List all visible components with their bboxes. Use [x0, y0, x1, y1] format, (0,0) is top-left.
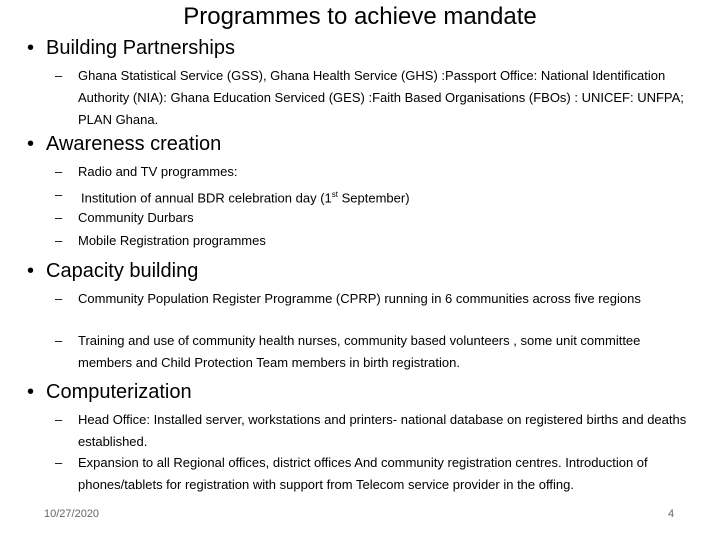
- list-item-text: Community Durbars: [78, 210, 194, 225]
- list-item-text: Ghana Statistical Service (GSS), Ghana Health Service (GHS) :Passport Office: National Identification Authority (NIA): Ghana Education Serviced (GES) :Faith Based Organisations (FBOs) : UNICEF: UNFPA; PLAN Ghana.: [78, 68, 684, 127]
- list-item-text-tail: September): [338, 190, 410, 206]
- dash-icon: –: [55, 412, 63, 427]
- dash-icon: –: [55, 68, 63, 83]
- dash-icon: –: [55, 333, 63, 348]
- section-heading: Building Partnerships: [46, 37, 235, 59]
- dash-icon: –: [55, 164, 63, 179]
- footer-date: 10/27/2020: [44, 508, 100, 520]
- bullet-icon: •: [27, 37, 35, 59]
- dash-icon: –: [55, 291, 63, 306]
- list-item-text: Community Population Register Programme (CPRP) running in 6 communities across five regions: [78, 291, 641, 306]
- list-item-text: Expansion to all Regional offices, district offices And community registration centres. Introduction of phones/tablets for registration with support from Telecom service provider in the offing.: [78, 455, 648, 492]
- list-item-text: Head Office: Installed server, workstations and printers- national database on registered births and deaths established.: [78, 412, 687, 449]
- dash-icon: –: [55, 233, 63, 248]
- page-number: 4: [668, 508, 675, 520]
- bullet-icon: •: [27, 260, 35, 282]
- dash-icon: –: [55, 455, 63, 470]
- bullet-icon: •: [27, 133, 35, 155]
- slide-title: Programmes to achieve mandate: [183, 3, 537, 30]
- dash-icon: –: [55, 187, 63, 202]
- section-heading: Computerization: [46, 381, 192, 403]
- superscript: st: [331, 190, 338, 199]
- dash-icon: –: [55, 210, 63, 225]
- section-heading: Awareness creation: [46, 133, 222, 155]
- bullet-icon: •: [27, 381, 35, 403]
- list-item-text: Mobile Registration programmes: [78, 233, 266, 248]
- list-item-text: [81, 184, 696, 209]
- list-item-text: Radio and TV programmes:: [78, 164, 238, 179]
- list-item-text-main: Institution of annual BDR celebration day (1: [81, 190, 332, 206]
- section-heading: Capacity building: [46, 260, 199, 282]
- list-item-text: Training and use of community health nurses, community based volunteers , some unit committee members and Child Protection Team members in birth registration.: [78, 333, 641, 370]
